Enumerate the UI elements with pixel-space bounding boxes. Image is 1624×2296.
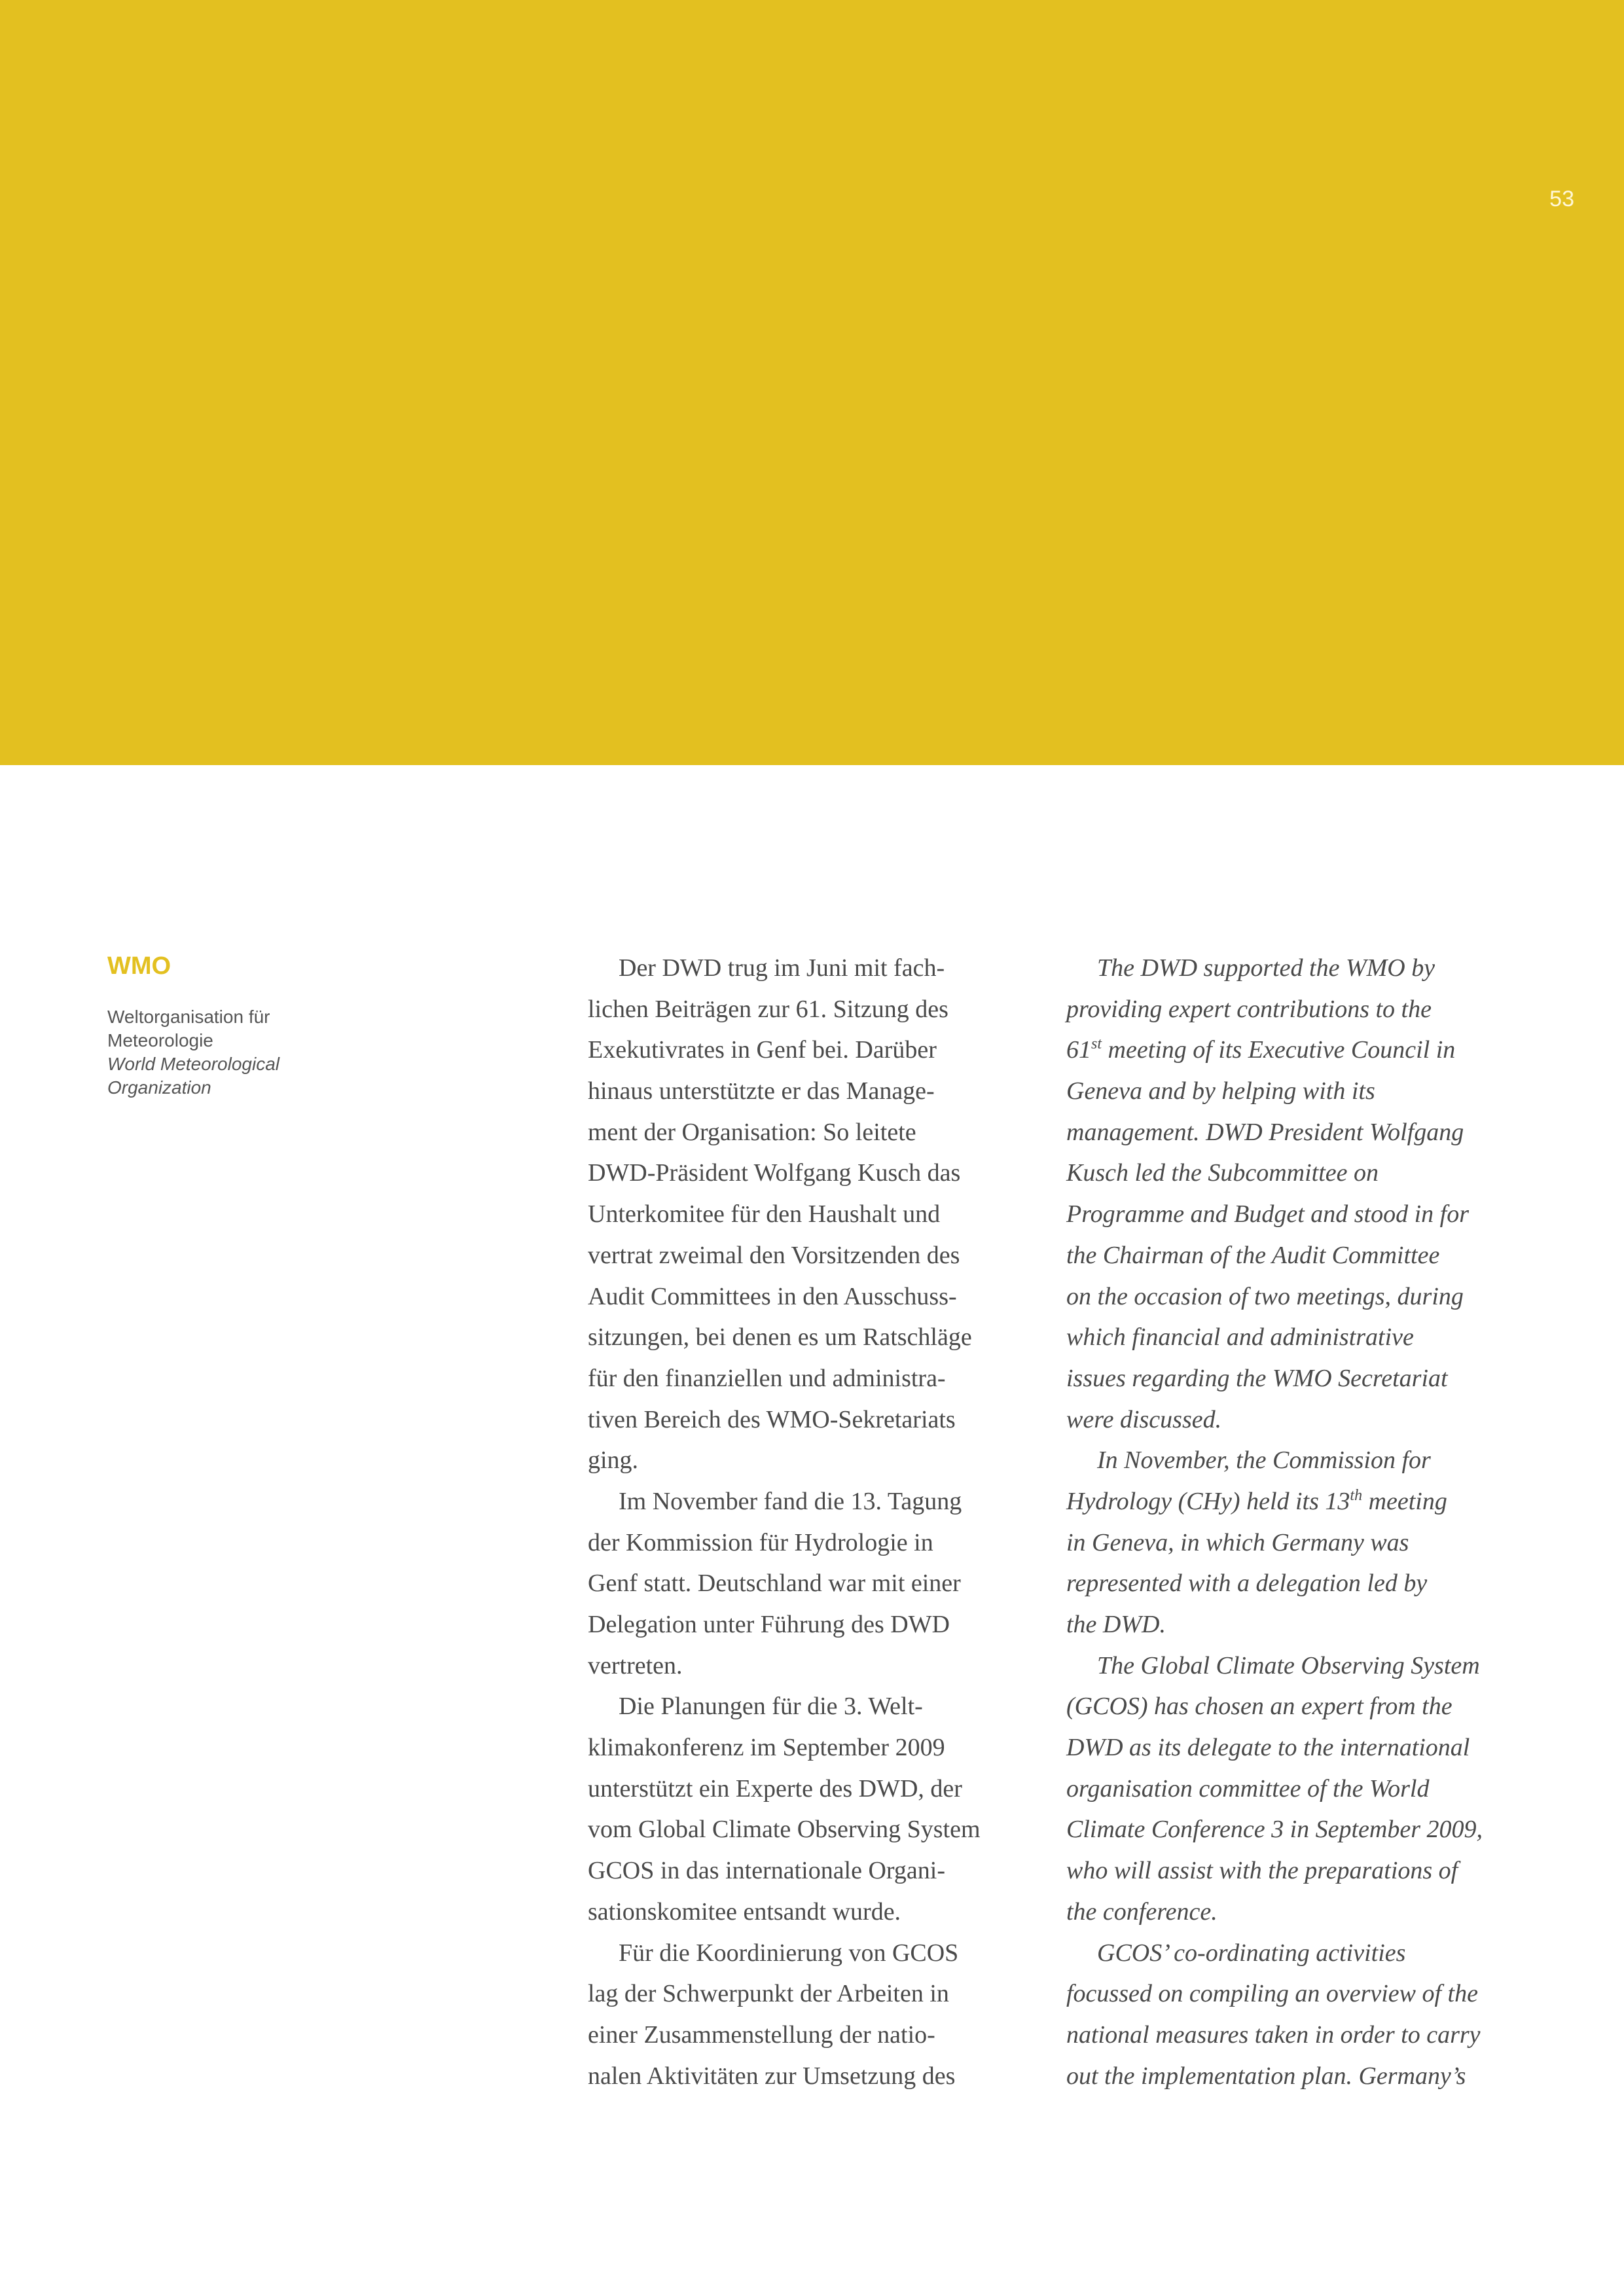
header-banner: [0, 0, 1624, 765]
text-line: represented with a delegation led by: [1066, 1570, 1428, 1598]
text-line: für den finanziellen und administra-: [588, 1364, 946, 1392]
text-line-start: Hydrology (CHy) held its 13: [1066, 1487, 1350, 1515]
text-line: who will assist with the preparations of: [1066, 1857, 1458, 1885]
text-line: vertrat zweimal den Vorsitzenden des: [588, 1241, 960, 1269]
text-line: hinaus unterstützte er das Manage-: [588, 1077, 935, 1105]
text-line: [1066, 1030, 1525, 1071]
text-line: issues regarding the WMO Secretariat: [1066, 1364, 1448, 1392]
text-line-rest: meeting: [1362, 1487, 1447, 1515]
text-line: klimakonferenz im September 2009: [588, 1734, 945, 1762]
text-line: In November, the Commission for: [1097, 1446, 1431, 1475]
german-name-line: Weltorganisation für: [107, 1007, 270, 1027]
ordinal-suffix: st: [1091, 1035, 1102, 1053]
text-line: ging.: [588, 1446, 639, 1475]
text-line: DWD-Präsident Wolfgang Kusch das: [588, 1159, 961, 1187]
text-line: tiven Bereich des WMO-Sekretariats: [588, 1405, 956, 1433]
text-line: Für die Koordinierung von GCOS: [619, 1939, 959, 1967]
text-line: unterstützt ein Experte des DWD, der: [588, 1774, 962, 1803]
text-line: The DWD supported the WMO by: [1097, 954, 1435, 982]
text-line: the DWD.: [1066, 1611, 1166, 1638]
text-line: Der DWD trug im Juni mit fach-: [619, 954, 945, 982]
english-text-column: [1066, 948, 1525, 2096]
text-line: der Kommission für Hydrologie in: [588, 1528, 933, 1556]
text-line: Kusch led the Subcommittee on: [1066, 1159, 1379, 1187]
text-line: were discussed.: [1066, 1405, 1222, 1433]
text-line: Programme and Budget and stood in for: [1066, 1200, 1470, 1229]
german-name-line: Meteorologie: [107, 1030, 213, 1050]
page-number: 53: [1549, 187, 1574, 211]
text-line-rest: meeting of its Executive Council in: [1108, 1036, 1456, 1064]
text-line: Audit Committees in den Ausschuss-: [588, 1282, 957, 1310]
text-line: which financial and administrative: [1066, 1323, 1414, 1352]
ordinal-number: 61: [1066, 1036, 1091, 1064]
text-line: the Chairman of the Audit Committee: [1066, 1241, 1440, 1269]
text-line: [1066, 1481, 1525, 1522]
text-line: Genf statt. Deutschland war mit einer: [588, 1570, 961, 1598]
text-line: in Geneva, in which Germany was: [1066, 1528, 1409, 1556]
section-title: WMO: [107, 952, 171, 980]
text-line: sitzungen, bei denen es um Ratschläge: [588, 1323, 972, 1352]
text-line: national measures taken in order to carry: [1066, 2020, 1481, 2049]
text-line: nalen Aktivitäten zur Umsetzung des: [588, 2062, 956, 2090]
text-line: organisation committee of the World: [1066, 1774, 1430, 1803]
text-line: GCOS in das internationale Organi-: [588, 1857, 945, 1885]
text-line: Delegation unter Führung des DWD: [588, 1611, 950, 1638]
text-line: focussed on compiling an overview of the: [1066, 1980, 1478, 2008]
ordinal-suffix: th: [1350, 1486, 1363, 1504]
text-line: Exekutivrates in Genf bei. Darüber: [588, 1036, 937, 1064]
text-line: lag der Schwerpunkt der Arbeiten in: [588, 1980, 949, 2008]
text-line: einer Zusammenstellung der natio-: [588, 2020, 935, 2049]
text-line: on the occasion of two meetings, during: [1066, 1282, 1464, 1310]
text-line: Climate Conference 3 in September 2009,: [1066, 1816, 1483, 1844]
text-line: out the implementation plan. Germany’s: [1066, 2062, 1466, 2090]
text-line: lichen Beiträgen zur 61. Sitzung des: [588, 995, 948, 1023]
text-line: vom Global Climate Observing System: [588, 1816, 981, 1844]
english-name-line: World Meteorological: [107, 1054, 280, 1074]
english-name-line: Organization: [107, 1077, 211, 1098]
text-line: Geneva and by helping with its: [1066, 1077, 1375, 1105]
text-line: The Global Climate Observing System: [1097, 1651, 1480, 1679]
text-line: ment der Organisation: So leitete: [588, 1118, 916, 1146]
section-sidebar: [107, 952, 474, 1100]
text-line: providing expert contributions to the: [1066, 995, 1432, 1023]
text-line: vertreten.: [588, 1651, 683, 1679]
text-line: GCOS’ co-ordinating activities: [1097, 1939, 1406, 1967]
text-line: (GCOS) has chosen an expert from the: [1066, 1693, 1453, 1721]
text-line: DWD as its delegate to the international: [1066, 1734, 1470, 1762]
text-line: sationskomitee entsandt wurde.: [588, 1897, 901, 1926]
text-line: Im November fand die 13. Tagung: [619, 1487, 962, 1515]
text-line: Unterkomitee für den Haushalt und: [588, 1200, 941, 1229]
text-line: Die Planungen für die 3. Welt-: [619, 1693, 923, 1721]
text-line: the conference.: [1066, 1897, 1218, 1926]
text-line: management. DWD President Wolfgang: [1066, 1118, 1464, 1146]
german-text-column: [588, 948, 1046, 2096]
